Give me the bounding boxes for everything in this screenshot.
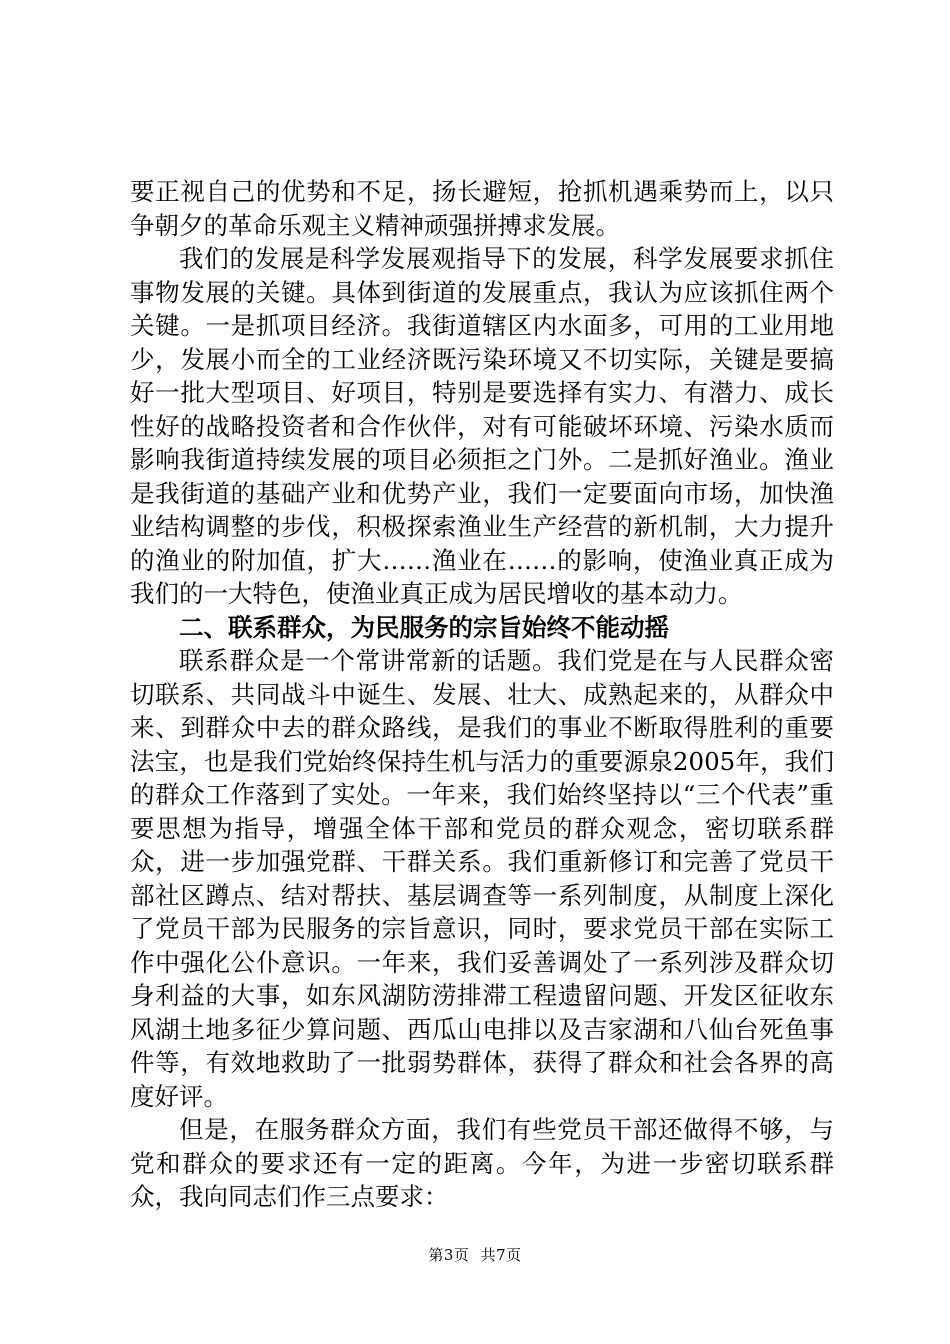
page-number: 第3页 xyxy=(428,1246,470,1264)
paragraph-development: 我们的发展是科学发展观指导下的发展，科学发展要求抓住事物发展的关键。具体到街道的发展重点，我认为应该抓住两个关键。一是抓项目经济。我街道辖区内水面多，可用的工业用地少，发展小而全的工业经济既污染环境又不切实际，关键是要搞好一批大型项目、好项目，特别是要选择有实力、有潜力、成长性好的战略投资者和合作伙伴，对有可能破坏环境、污染水质而影响我街道持续发展的项目必须拒之门外。二是抓好渔业。渔业是我街道的基础产业和优势产业，我们一定要面向市场，加快渔业结构调整的步伐，积极探索渔业生产经营的新机制，大力提升的渔业的附加值，扩大……渔业在……的影响，使渔业真正成为我们的一大特色，使渔业真正成为居民增收的基本动力。 xyxy=(130,244,834,608)
section-heading: 二、联系群众，为民服务的宗旨始终不能动摇 xyxy=(179,612,669,642)
paragraph-continuation: 要正视自己的优势和不足，扬长避短，抢抓机遇乘势而上，以只争朝夕的革命乐观主义精神顽强拼搏求发展。 xyxy=(130,177,834,240)
paragraph-mass-line: 联系群众是一个常讲常新的话题。我们党是在与人民群众密切联系、共同战斗中诞生、发展、壮大、成熟起来的，从群众中来、到群众中去的群众路线，是我们的事业不断取得胜利的重要法宝，也是我们党始终保持生机与活力的重要源泉2005年，我们的群众工作落到了实处。一年来，我们始终坚持以“三个代表”重要思想为指导，增强全体干部和党员的群众观念，密切联系群众，进一步加强党群、干群关系。我们重新修订和完善了党员干部社区蹲点、结对帮扶、基层调查等一系列制度，从制度上深化了党员干部为民服务的宗旨意识，同时，要求党员干部在实际工作中强化公仆意识。一年来，我们妥善调处了一系列涉及群众切身利益的大事，如东风湖防涝排滞工程遗留问题、开发区征收东风湖土地多征少算问题、西瓜山电排以及吉家湖和八仙台死鱼事件等，有效地救助了一批弱势群体，获得了群众和社会各界的高度好评。 xyxy=(130,646,834,1111)
paragraph-requirements: 但是，在服务群众方面，我们有些党员干部还做得不够，与党和群众的要求还有一定的距离。今年，为进一步密切联系群众，我向同志们作三点要求： xyxy=(130,1115,834,1211)
page-total: 共7页 xyxy=(480,1246,522,1264)
document-body xyxy=(130,175,834,1214)
page-footer xyxy=(0,1244,950,1265)
